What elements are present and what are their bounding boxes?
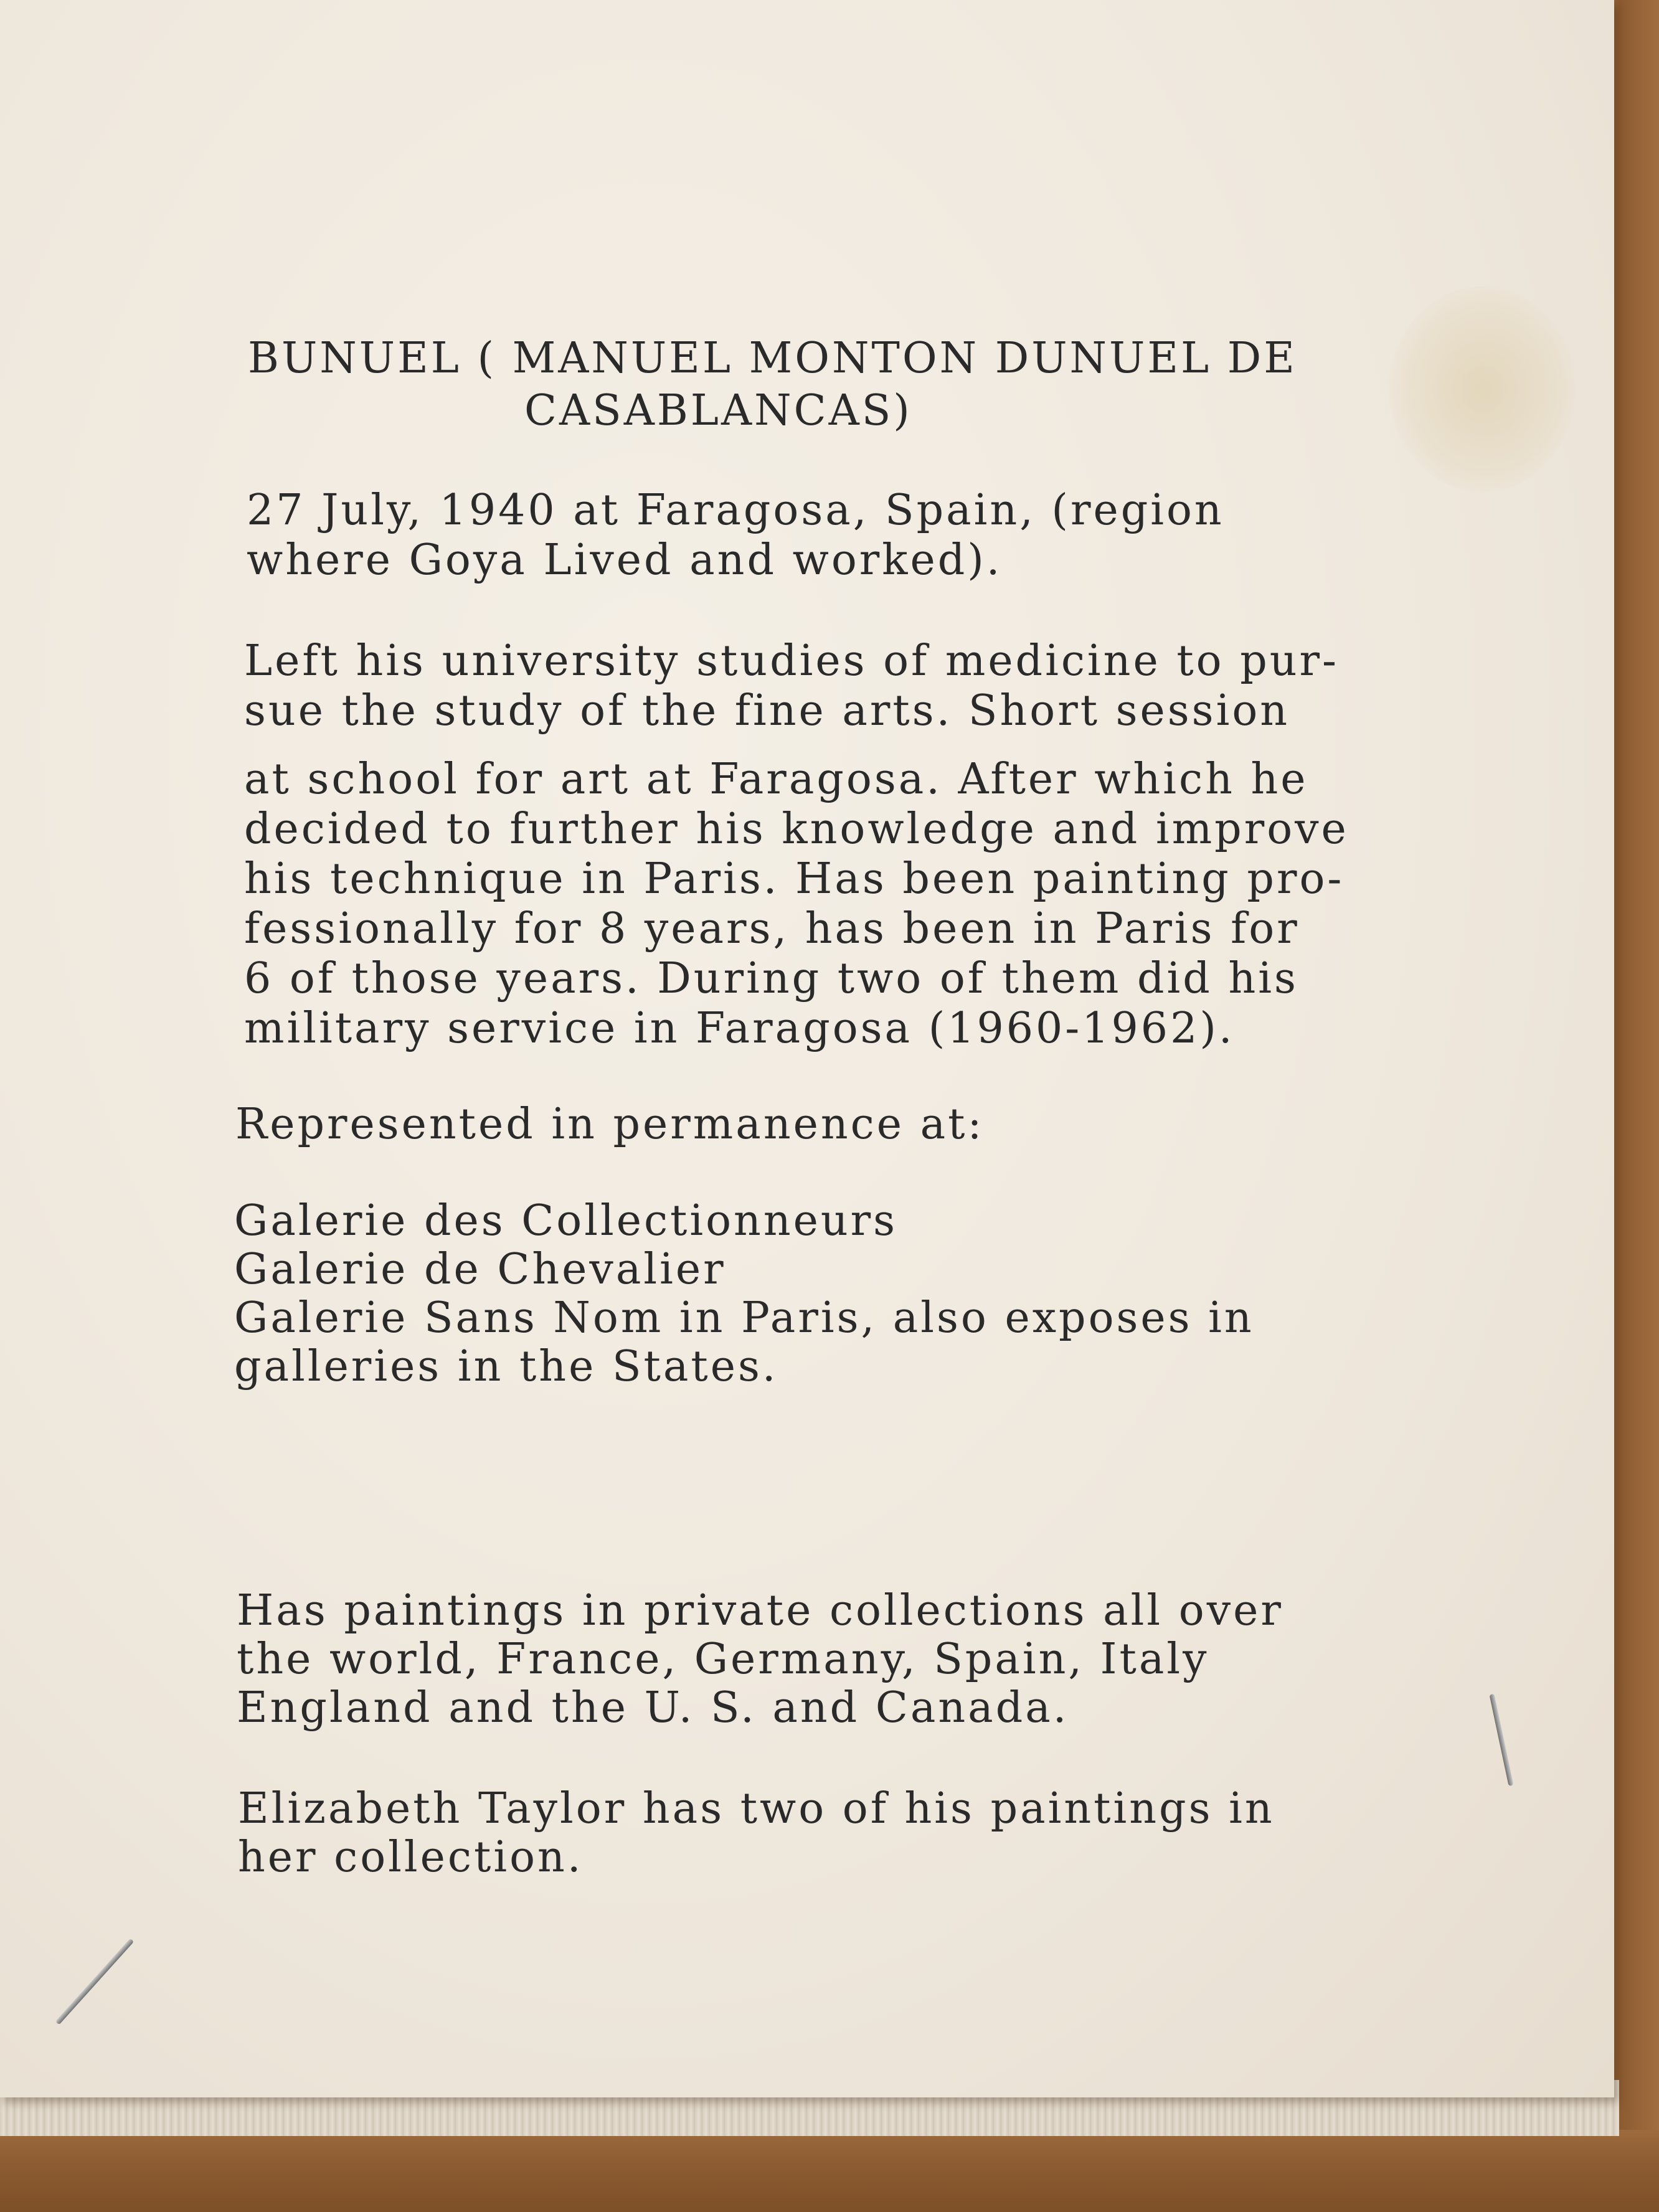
header-line-1: BUNUEL ( MANUEL MONTON DUNUEL DE — [248, 334, 1297, 383]
collections-line-2: the world, France, Germany, Spain, Italy — [237, 1635, 1209, 1684]
gallery-line-4: galleries in the States. — [234, 1342, 778, 1391]
collections-line-3: England and the U. S. and Canada. — [237, 1683, 1069, 1732]
paper-stain — [1389, 286, 1576, 492]
collections-paragraph — [237, 1587, 1283, 1732]
taylor-line-1: Elizabeth Taylor has two of his paintings in — [238, 1784, 1275, 1833]
galleries-list — [234, 1197, 1254, 1391]
birth-line-2: where Goya Lived and worked). — [247, 536, 1003, 585]
collections-line-1: Has paintings in private collections all over — [237, 1586, 1283, 1635]
studies-paragraph — [244, 636, 1349, 1054]
header-line-2: CASABLANCAS) — [524, 386, 912, 435]
studies-line-8: military service in Faragosa (1960-1962). — [244, 1004, 1235, 1053]
studies-line-4: decided to further his knowledge and improve — [244, 805, 1349, 854]
gallery-line-1: Galerie des Collectionneurs — [234, 1196, 898, 1245]
studies-line-3: at school for art at Faragosa. After which he — [244, 755, 1308, 804]
staple-icon — [1489, 1694, 1513, 1786]
birth-paragraph — [247, 486, 1224, 585]
studies-line-5: his technique in Paris. Has been painting pro- — [244, 854, 1345, 904]
gallery-line-3: Galerie Sans Nom in Paris, also exposes in — [234, 1293, 1254, 1343]
represented-heading: Represented in permanence at: — [235, 1100, 985, 1149]
taylor-paragraph — [238, 1785, 1275, 1882]
frame-bottom-edge — [0, 2130, 1659, 2212]
studies-line-1: Left his university studies of medicine to pur- — [244, 636, 1340, 686]
taylor-line-2: her collection. — [238, 1833, 584, 1882]
gallery-line-2: Galerie de Chevalier — [234, 1245, 726, 1294]
studies-line-7: 6 of those years. During two of them did his — [244, 954, 1298, 1003]
staple-icon — [55, 1938, 134, 2025]
birth-line-1: 27 July, 1940 at Faragosa, Spain, (region — [247, 486, 1224, 535]
studies-line-6: fessionally for 8 years, has been in Paris for — [244, 904, 1300, 953]
studies-line-2: sue the study of the fine arts. Short session — [244, 686, 1290, 735]
